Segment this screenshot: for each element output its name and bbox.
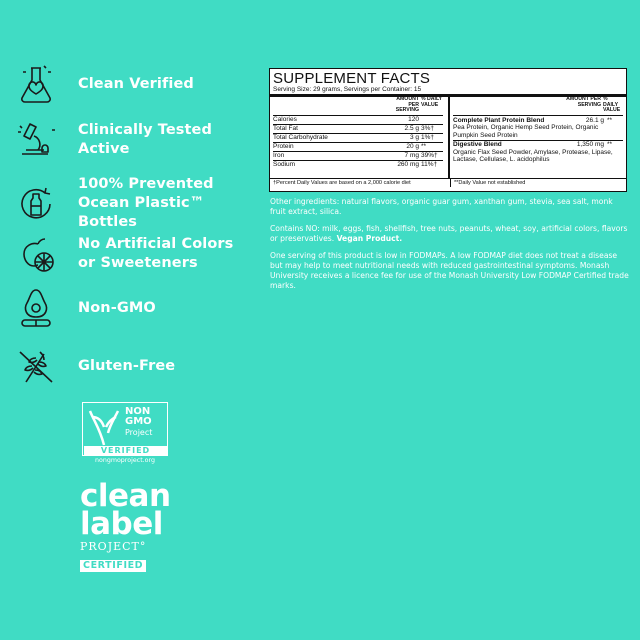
ngmo-gmo: GMO [125, 416, 152, 427]
clp-clean: clean [80, 478, 171, 514]
facts-header: AMOUNT PER SERVING % DAILY VALUE [453, 97, 623, 116]
allergen-note: Contains NO: milk, eggs, fish, shellfish, tree nuts, peanuts, wheat, soy, artificial colors, flavors or preservatives. Vegan Product. [270, 224, 628, 243]
claim-text: 100% Prevented Ocean Plastic™ Bottles [78, 176, 214, 230]
clp-project: PROJECT° [80, 540, 147, 553]
fruit-icon [14, 232, 58, 276]
hdr-amount: AMOUNT PER SERVING [395, 96, 419, 113]
flask-heart-icon [14, 62, 58, 106]
claim-text: Non-GMO [78, 299, 156, 316]
clp-certified: CERTIFIED [80, 560, 146, 572]
claim-text: Clinically Tested Active [78, 122, 212, 157]
foot-right: **Daily Value not established [454, 180, 526, 186]
digestive-blend: Digestive Blend 1,350 mg ** Organic Flax Seed Powder, Amylase, Protease, Lipase, Lactase, Cellulase, L. acidophilus [453, 140, 623, 164]
facts-row: Protein 20 g ** [273, 143, 443, 152]
hdr-dv: % DAILY VALUE [421, 96, 443, 108]
supplement-facts-panel [269, 68, 627, 192]
claim-gluten-free [14, 344, 175, 388]
ngmo-project: Project [125, 428, 153, 437]
claim-non-gmo [14, 286, 156, 330]
facts-row: Iron 7 mg 39%† [273, 152, 443, 161]
claim-clean-verified [14, 62, 194, 106]
claim-no-artificial [14, 232, 254, 276]
protein-blend: Complete Plant Protein Blend 26.1 g ** Pea Protein, Organic Hemp Seed Protein, Organic Pumpkin Seed Protein [453, 117, 623, 140]
other-ingredients: Other ingredients: natural flavors, organic guar gum, xanthan gum, stevia, sea salt, monk fruit extract, silica. [270, 197, 613, 216]
protein-blend-desc: Pea Protein, Organic Hemp Seed Protein, Organic Pumpkin Seed Protein [453, 124, 599, 139]
foot-left: †Percent Daily Values are based on a 2,000 calorie diet [270, 179, 451, 187]
bottle-recycle-icon [14, 182, 58, 226]
claim-ocean-plastic [14, 175, 254, 232]
facts-row: Sodium 260 mg 11%† [273, 160, 438, 168]
wheat-crossed-icon [14, 344, 58, 388]
butterfly-leaf-icon [86, 407, 122, 449]
vegan-product: Vegan Product. [336, 234, 403, 243]
clean-label-project-logo [80, 478, 190, 572]
ngmo-non: NON [125, 406, 151, 417]
facts-title: SUPPLEMENT FACTS [273, 70, 431, 87]
ngmo-verified: VERIFIED [84, 446, 167, 456]
facts-left-column [273, 97, 443, 169]
facts-row: Calories 120 [273, 116, 443, 125]
facts-row: Total Carbohydrate 3 g 1%† [273, 134, 443, 143]
facts-header [273, 97, 443, 116]
microscope-icon [14, 118, 58, 162]
claim-text: Gluten-Free [78, 357, 176, 374]
digestive-blend-desc: Organic Flax Seed Powder, Amylase, Protease, Lipase, Lactase, Cellulase, L. acidophilus [453, 148, 613, 163]
ngmo-site: nongmoproject.org [94, 457, 155, 464]
facts-right-column [453, 97, 623, 164]
facts-row: Total Fat 2.5 g 3%† [273, 125, 443, 134]
facts-divider [448, 97, 450, 178]
claim-text: No Artificial Colors or Sweeteners [78, 236, 234, 271]
non-gmo-project-logo [82, 402, 168, 464]
claim-clinically-tested [14, 118, 254, 162]
facts-footnotes [270, 178, 626, 187]
fodmap-note: One serving of this product is low in FODMAPs. A low FODMAP diet does not treat a disease but may help to meet nutritional needs with reduced gastrointestinal symptoms. Monash University receives a licence fee for use of the Monash University Low FODMAP Certified trade marks. [270, 251, 629, 290]
avocado-icon [14, 286, 58, 330]
claim-text: Clean Verified [78, 75, 194, 92]
clp-label: label [80, 506, 163, 542]
ingredient-notes [270, 197, 630, 298]
facts-serving: Serving Size: 29 grams, Servings per Container: 15 [270, 86, 626, 97]
